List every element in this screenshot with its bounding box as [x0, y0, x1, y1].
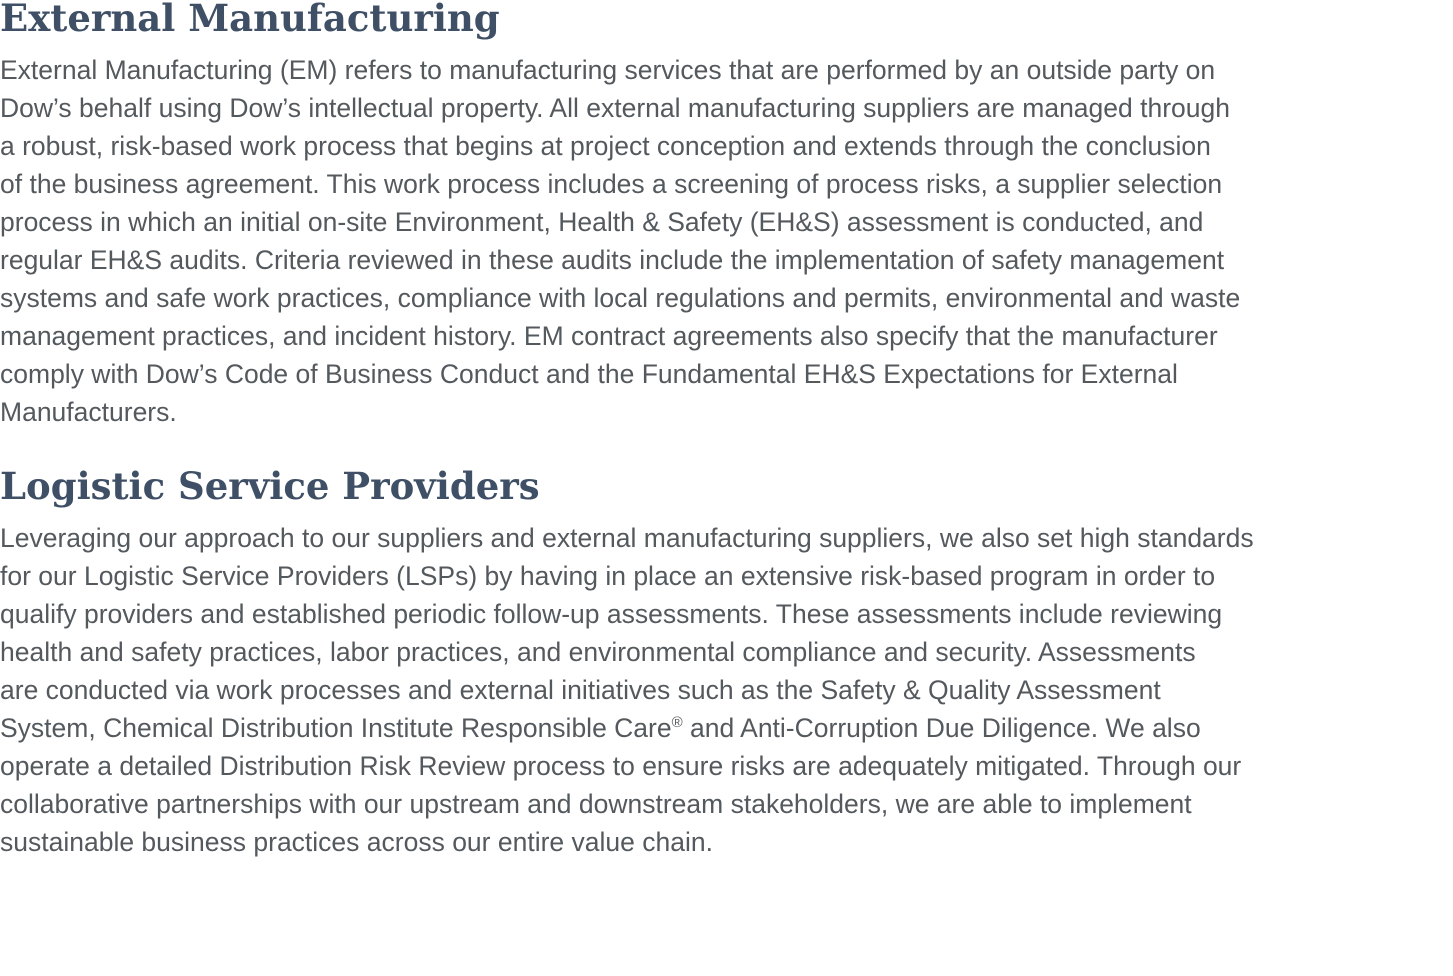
paragraph-line-end: and Anti-Corruption Due Diligence. We also [682, 713, 1201, 743]
paragraph-line-with-trademark [0, 709, 1201, 747]
paragraph-line: health and safety practices, labor practices, and environmental compliance and security. Assessments [0, 637, 1196, 667]
paragraph-line: a robust, risk-based work process that begins at project conception and extends through the conclusion [0, 131, 1211, 161]
paragraph-line: process in which an initial on-site Environment, Health & Safety (EH&S) assessment is conducted, and [0, 207, 1204, 237]
paragraph-line: operate a detailed Distribution Risk Review process to ensure risks are adequately mitigated. Through our [0, 751, 1242, 781]
paragraph-line: management practices, and incident history. EM contract agreements also specify that the manufacturer [0, 321, 1218, 351]
paragraph-line: are conducted via work processes and external initiatives such as the Safety & Quality Assessment [0, 675, 1161, 705]
paragraph-line: systems and safe work practices, compliance with local regulations and permits, environmental and waste [0, 283, 1241, 313]
paragraph-line: of the business agreement. This work process includes a screening of process risks, a supplier selection [0, 169, 1223, 199]
section-heading: Logistic Service Providers [0, 464, 540, 508]
section-paragraph [0, 519, 1453, 861]
paragraph-line: Dow’s behalf using Dow’s intellectual property. All external manufacturing suppliers are managed through [0, 93, 1230, 123]
paragraph-line: for our Logistic Service Providers (LSPs) by having in place an extensive risk-based program in order to [0, 561, 1216, 591]
section-heading: External Manufacturing [0, 0, 500, 40]
section-paragraph [0, 51, 1453, 431]
paragraph-line: comply with Dow’s Code of Business Conduct and the Fundamental EH&S Expectations for External [0, 359, 1178, 389]
paragraph-line: qualify providers and established periodic follow-up assessments. These assessments include reviewing [0, 599, 1223, 629]
paragraph-line: sustainable business practices across our entire value chain. [0, 827, 713, 857]
paragraph-line: collaborative partnerships with our upstream and downstream stakeholders, we are able to implement [0, 789, 1192, 819]
paragraph-line: regular EH&S audits. Criteria reviewed in these audits include the implementation of safety management [0, 245, 1225, 275]
paragraph-line-start: System, Chemical Distribution Institute Responsible Care [0, 713, 672, 743]
paragraph-line: External Manufacturing (EM) refers to manufacturing services that are performed by an outside party on [0, 55, 1216, 85]
registered-trademark-symbol: ® [671, 714, 683, 731]
paragraph-line: Leveraging our approach to our suppliers and external manufacturing suppliers, we also set high standards [0, 523, 1254, 553]
paragraph-line: Manufacturers. [0, 397, 177, 427]
